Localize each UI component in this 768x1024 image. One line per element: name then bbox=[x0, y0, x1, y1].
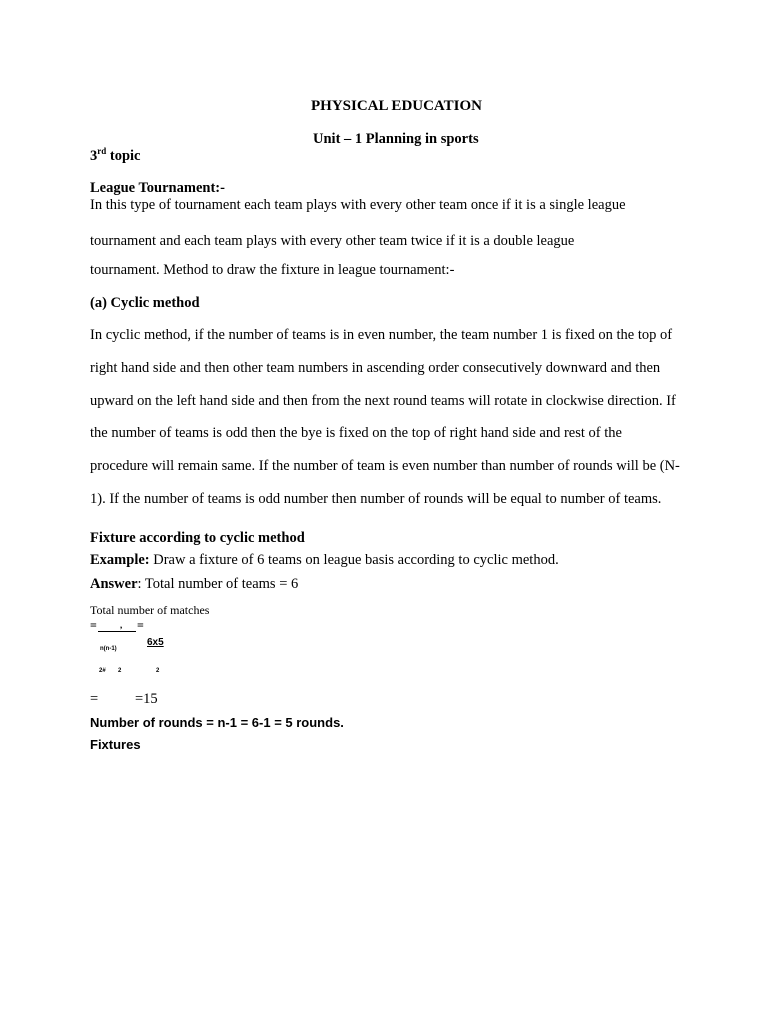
fraction-line bbox=[98, 631, 136, 632]
formula-numerator-small: n(n-1) bbox=[100, 646, 117, 652]
result-equals: = bbox=[90, 691, 99, 707]
league-heading: League Tournament:- bbox=[90, 180, 225, 196]
result-value: =15 bbox=[135, 691, 158, 707]
para2-line: right hand side and then other team numbers in ascending order consecutively downward and then bbox=[90, 360, 661, 376]
topic-superscript: rd bbox=[97, 146, 107, 156]
answer-line bbox=[90, 576, 298, 593]
total-matches-label: Total number of matches bbox=[90, 603, 210, 617]
fixture-heading: Fixture according to cyclic method bbox=[90, 530, 305, 546]
answer-text: : Total number of teams = 6 bbox=[137, 576, 299, 592]
para1-line: tournament. Method to draw the fixture in league tournament:- bbox=[90, 262, 455, 278]
para2-line: the number of teams is odd then the bye is fixed on the top of right hand side and rest of the bbox=[90, 425, 622, 441]
formula-denominator: 2# bbox=[99, 668, 106, 674]
example-line bbox=[90, 552, 559, 569]
topic-heading bbox=[90, 148, 140, 165]
para2-line: upward on the left hand side and then from the next round teams will rotate in clockwise direction. If bbox=[90, 393, 676, 409]
cyclic-heading: (a) Cyclic method bbox=[90, 295, 200, 311]
formula-comma: , bbox=[120, 620, 123, 630]
example-label: Example: bbox=[90, 552, 150, 568]
formula-denominator-2: 2 bbox=[118, 668, 122, 674]
rounds-line: Number of rounds = n-1 = 6-1 = 5 rounds. bbox=[90, 715, 344, 730]
unit-heading: Unit – 1 Planning in sports bbox=[313, 131, 479, 147]
para1-line: In this type of tournament each team plays with every other team once if it is a single league bbox=[90, 197, 626, 213]
para2-line: 1). If the number of teams is odd number then number of rounds will be equal to number of teams. bbox=[90, 491, 662, 507]
example-text: Draw a fixture of 6 teams on league basis according to cyclic method. bbox=[149, 552, 559, 568]
fixtures-heading: Fixtures bbox=[90, 737, 141, 752]
formula-numerator-big: 6x5 bbox=[147, 637, 164, 648]
formula-denominator-3: 2 bbox=[156, 668, 160, 674]
topic-number: 3 bbox=[90, 148, 98, 164]
topic-label: topic bbox=[109, 148, 141, 164]
para2-line: In cyclic method, if the number of teams is in even number, the team number 1 is fixed on the top of bbox=[90, 327, 673, 343]
para1-line: tournament and each team plays with every other team twice if it is a double league bbox=[90, 233, 575, 249]
page-title: PHYSICAL EDUCATION bbox=[311, 98, 482, 114]
formula-equals-2: = bbox=[137, 618, 144, 632]
para2-line: procedure will remain same. If the number of team is even number than number of rounds will be (N- bbox=[90, 458, 680, 474]
formula-equals: = bbox=[90, 618, 97, 632]
answer-label: Answer bbox=[90, 576, 138, 592]
